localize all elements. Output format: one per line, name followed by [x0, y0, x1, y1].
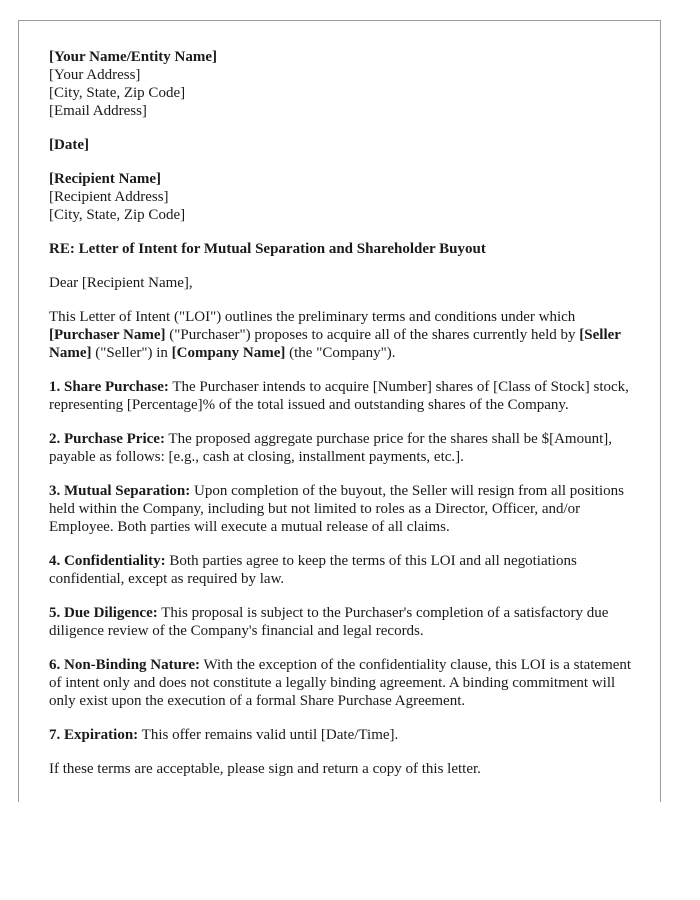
section-text: The Purchaser intends to acquire [Number] shares of [Class of Stock] stock, representing [Percentage]% of the total issued and outstanding shares of the Company.	[49, 379, 629, 413]
section-heading: 5. Due Diligence:	[49, 605, 158, 621]
section-text: This proposal is subject to the Purchaser's completion of a satisfactory due diligence review of the Company's financial and legal records.	[49, 605, 609, 639]
section-confidentiality	[49, 552, 639, 588]
section-mutual-separation	[49, 482, 639, 536]
section-heading: 7. Expiration:	[49, 727, 139, 743]
recipient-block	[49, 170, 639, 224]
sender-city: [City, State, Zip Code]	[49, 85, 186, 101]
seller-name: [Seller Name]	[49, 327, 621, 361]
letter-page	[18, 20, 661, 802]
salutation: Dear [Recipient Name],	[49, 275, 193, 291]
intro-text-2: ("Purchaser") proposes to acquire all of the shares currently held by	[165, 327, 580, 343]
sender-address: [Your Address]	[49, 67, 141, 83]
recipient-address: [Recipient Address]	[49, 189, 169, 205]
sender-name: [Your Name/Entity Name]	[49, 49, 218, 65]
section-heading: 3. Mutual Separation:	[49, 483, 191, 499]
section-text: This offer remains valid until [Date/Time].	[138, 727, 399, 743]
date-block	[49, 136, 639, 154]
section-text: The proposed aggregate purchase price for the shares shall be $[Amount], payable as follows: [e.g., cash at closing, installment payments, etc.].	[49, 431, 613, 465]
recipient-city: [City, State, Zip Code]	[49, 207, 186, 223]
section-heading: 2. Purchase Price:	[49, 431, 165, 447]
section-purchase-price	[49, 430, 639, 466]
sender-block	[49, 48, 639, 120]
section-text: With the exception of the confidentiality clause, this LOI is a statement of intent only and does not constitute a legally binding agreement. A binding commitment will only exist upon the execution of a formal Share Purchase Agreement.	[49, 657, 632, 709]
intro-text-3: ("Seller") in	[91, 345, 172, 361]
section-due-diligence	[49, 604, 639, 640]
closing-paragraph: If these terms are acceptable, please sign and return a copy of this letter.	[49, 761, 481, 777]
section-heading: 1. Share Purchase:	[49, 379, 169, 395]
section-text: Both parties agree to keep the terms of this LOI and all negotiations confidential, except as required by law.	[49, 553, 577, 587]
section-text: Upon completion of the buyout, the Seller will resign from all positions held within the Company, including but not limited to roles as a Director, Officer, and/or Employee. Both parties will execute a mutual release of all claims.	[49, 483, 624, 535]
section-heading: 4. Confidentiality:	[49, 553, 166, 569]
section-share-purchase	[49, 378, 639, 414]
letter-date: [Date]	[49, 137, 89, 153]
section-expiration	[49, 726, 639, 744]
section-non-binding	[49, 656, 639, 710]
intro-text-4: (the "Company").	[285, 345, 396, 361]
intro-text-1: This Letter of Intent ("LOI") outlines the preliminary terms and conditions under which	[49, 309, 576, 325]
purchaser-name: [Purchaser Name]	[49, 327, 166, 343]
section-heading: 6. Non-Binding Nature:	[49, 657, 200, 673]
intro-paragraph	[49, 308, 639, 362]
recipient-name: [Recipient Name]	[49, 171, 162, 187]
sender-email: [Email Address]	[49, 103, 147, 119]
company-name: [Company Name]	[171, 345, 286, 361]
letter-content	[49, 48, 639, 794]
subject-line: RE: Letter of Intent for Mutual Separation and Shareholder Buyout	[49, 241, 486, 257]
